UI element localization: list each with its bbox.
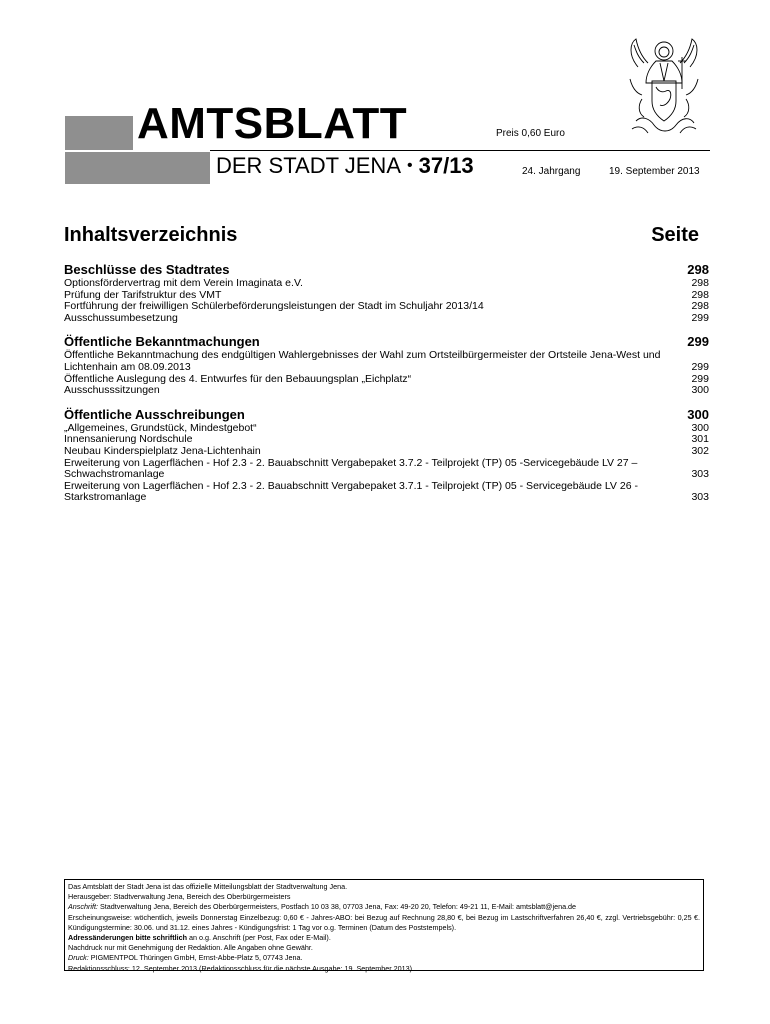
toc-entry-text: Innensanierung Nordschule: [64, 433, 193, 446]
table-of-contents: [64, 224, 709, 504]
toc-entry-text: Erweiterung von Lagerflächen - Hof 2.3 - 2. Bauabschnitt Vergabepaket 3.7.2 - Teilprojekt (TP) 05 -Servicegebäude LV 27 – Schwachstromanlage: [64, 456, 638, 481]
impressum-address-change: [68, 933, 700, 943]
masthead-issue: 37/13: [418, 153, 474, 178]
toc-entry-page: 299: [691, 372, 709, 385]
toc-section-ausschreibungen: [64, 407, 709, 504]
toc-entry-text: Prüfung der Tarifstruktur des VMT: [64, 288, 222, 301]
toc-entry-text: Fortführung der freiwilligen Schülerbeförderungsleistungen der Stadt im Schuljahr 2013/14: [64, 300, 484, 313]
toc-section-beschluesse: [64, 262, 709, 324]
impressum-line: Das Amtsblatt der Stadt Jena ist das offizielle Mitteilungsblatt der Stadtverwaltung Jena.: [68, 882, 348, 891]
section-page-number: 299: [687, 334, 709, 350]
masthead-title: AMTSBLATT: [137, 99, 408, 148]
toc-entry[interactable]: [64, 374, 709, 386]
toc-entry-text: Neubau Kinderspielplatz Jena-Lichtenhain: [64, 444, 261, 457]
section-page-number: 300: [687, 406, 709, 422]
toc-entry-page: 303: [691, 491, 709, 504]
toc-entry-text: Ausschusssitzungen: [64, 384, 160, 397]
impressum-address-change-text: an o.g. Anschrift (per Post, Fax oder E-Mail).: [187, 933, 331, 943]
toc-entry-page: 300: [691, 384, 709, 397]
toc-entry-page: 299: [691, 360, 709, 373]
masthead-subtitle: DER STADT JENA: [216, 153, 401, 178]
toc-entry-text: „Allgemeines, Grundstück, Mindestgebot“: [64, 421, 257, 434]
toc-entry-page: 300: [691, 421, 709, 434]
toc-entry-text: Öffentliche Auslegung des 4. Entwurfes für den Bebauungsplan „Eichplatz“: [64, 372, 412, 385]
impressum-printer: [68, 953, 700, 963]
toc-section-title: [64, 334, 709, 350]
toc-entry-page: 301: [691, 433, 709, 446]
toc-entry-page: 298: [691, 300, 709, 313]
section-title-text: Beschlüsse des Stadtrates: [64, 262, 230, 277]
masthead-gray-block-top: [65, 116, 133, 150]
toc-section-bekanntmachungen: [64, 334, 709, 396]
impressum-box: [64, 879, 704, 971]
impressum-reprint: Nachdruck nur mit Genehmigung der Redaktion. Alle Angaben ohne Gewähr.: [68, 943, 313, 953]
masthead-date: 19. September 2013: [609, 166, 700, 177]
coat-of-arms-logo: [624, 37, 704, 139]
toc-page-heading: Seite: [651, 224, 699, 246]
section-page-number: 298: [687, 262, 709, 277]
toc-entry[interactable]: [64, 313, 709, 325]
toc-entry-text: Öffentliche Bekanntmachung des endgültigen Wahlergebnisses der Wahl zum Ortsteilbürgermeister der Ortsteile Jena-West und Lichtenhain am 08.09.2013: [64, 349, 661, 373]
masthead-subtitle-row: [216, 152, 474, 183]
toc-entry-text: Erweiterung von Lagerflächen - Hof 2.3 - 2. Bauabschnitt Vergabepaket 3.7.1 - Teilprojekt (TP) 05 - Servicegebäude LV 26 - Starkstromanlage: [64, 479, 638, 504]
toc-entry[interactable]: [64, 481, 709, 504]
masthead-volume: 24. Jahrgang: [522, 166, 581, 177]
masthead-bullet: •: [407, 157, 413, 174]
impressum-address-label: Anschrift:: [68, 902, 98, 912]
masthead-price: Preis 0,60 Euro: [496, 128, 565, 139]
section-title-text: Öffentliche Bekanntmachungen: [64, 334, 260, 350]
toc-section-title: [64, 262, 709, 278]
masthead-gray-block-bottom: [65, 152, 210, 184]
toc-entry[interactable]: [64, 385, 709, 397]
toc-entry-page: 302: [691, 444, 709, 457]
toc-entry[interactable]: [64, 350, 709, 373]
impressum-publisher: Herausgeber: Stadtverwaltung Jena, Bereich des Oberbürgermeisters: [68, 892, 291, 902]
toc-entry-text: Ausschussumbesetzung: [64, 311, 178, 324]
masthead-rule: [210, 150, 710, 151]
toc-section-title: [64, 407, 709, 423]
section-title-text: Öffentliche Ausschreibungen: [64, 406, 245, 422]
impressum-subscription: Erscheinungsweise: wöchentlich, jeweils Donnerstag Einzelbezug: 0,60 € - Jahres-ABO: bei Bezug auf Rechnung 28,80 €, bei Bezug im Lastschriftverfahren 26,40 €, zzgl. Vertriebsgebühr: 0,25 €. Kündigungstermine: 30.06. und 31.12. eines Jahres - Kündigungsfrist: 1 Tag vor o.g. Terminen (Datum des Poststempels).: [68, 912, 700, 932]
impressum-deadline: Redaktionsschluss: 12. September 2013 (Redaktionsschluss für die nächste Ausgabe: 19. September 2013): [68, 963, 413, 973]
impressum-printer-label: Druck:: [68, 953, 89, 963]
impressum-printer-text: PIGMENTPOL Thüringen GmbH, Ernst-Abbe-Platz 5, 07743 Jena.: [88, 953, 303, 963]
toc-heading: Inhaltsverzeichnis: [64, 224, 238, 246]
impressum-address-text: Stadtverwaltung Jena, Bereich des Oberbürgermeisters, Postfach 10 03 38, 07703 Jena, Fax: 49-20 20, Telefon: 49-21 11, E-Mail: amtsblatt@jena.de: [97, 902, 577, 912]
toc-entry-text: Optionsfördervertrag mit dem Verein Imaginata e.V.: [64, 277, 303, 289]
toc-entry-page: 298: [691, 288, 709, 301]
toc-entry[interactable]: [64, 458, 709, 481]
toc-entry-page: 299: [691, 311, 709, 324]
toc-entry-page: 298: [691, 277, 709, 289]
toc-entry-page: 303: [691, 468, 709, 481]
toc-header: [64, 224, 709, 252]
impressum-address-change-bold: Adressänderungen bitte schriftlich: [68, 933, 188, 943]
impressum-address: [68, 902, 700, 912]
